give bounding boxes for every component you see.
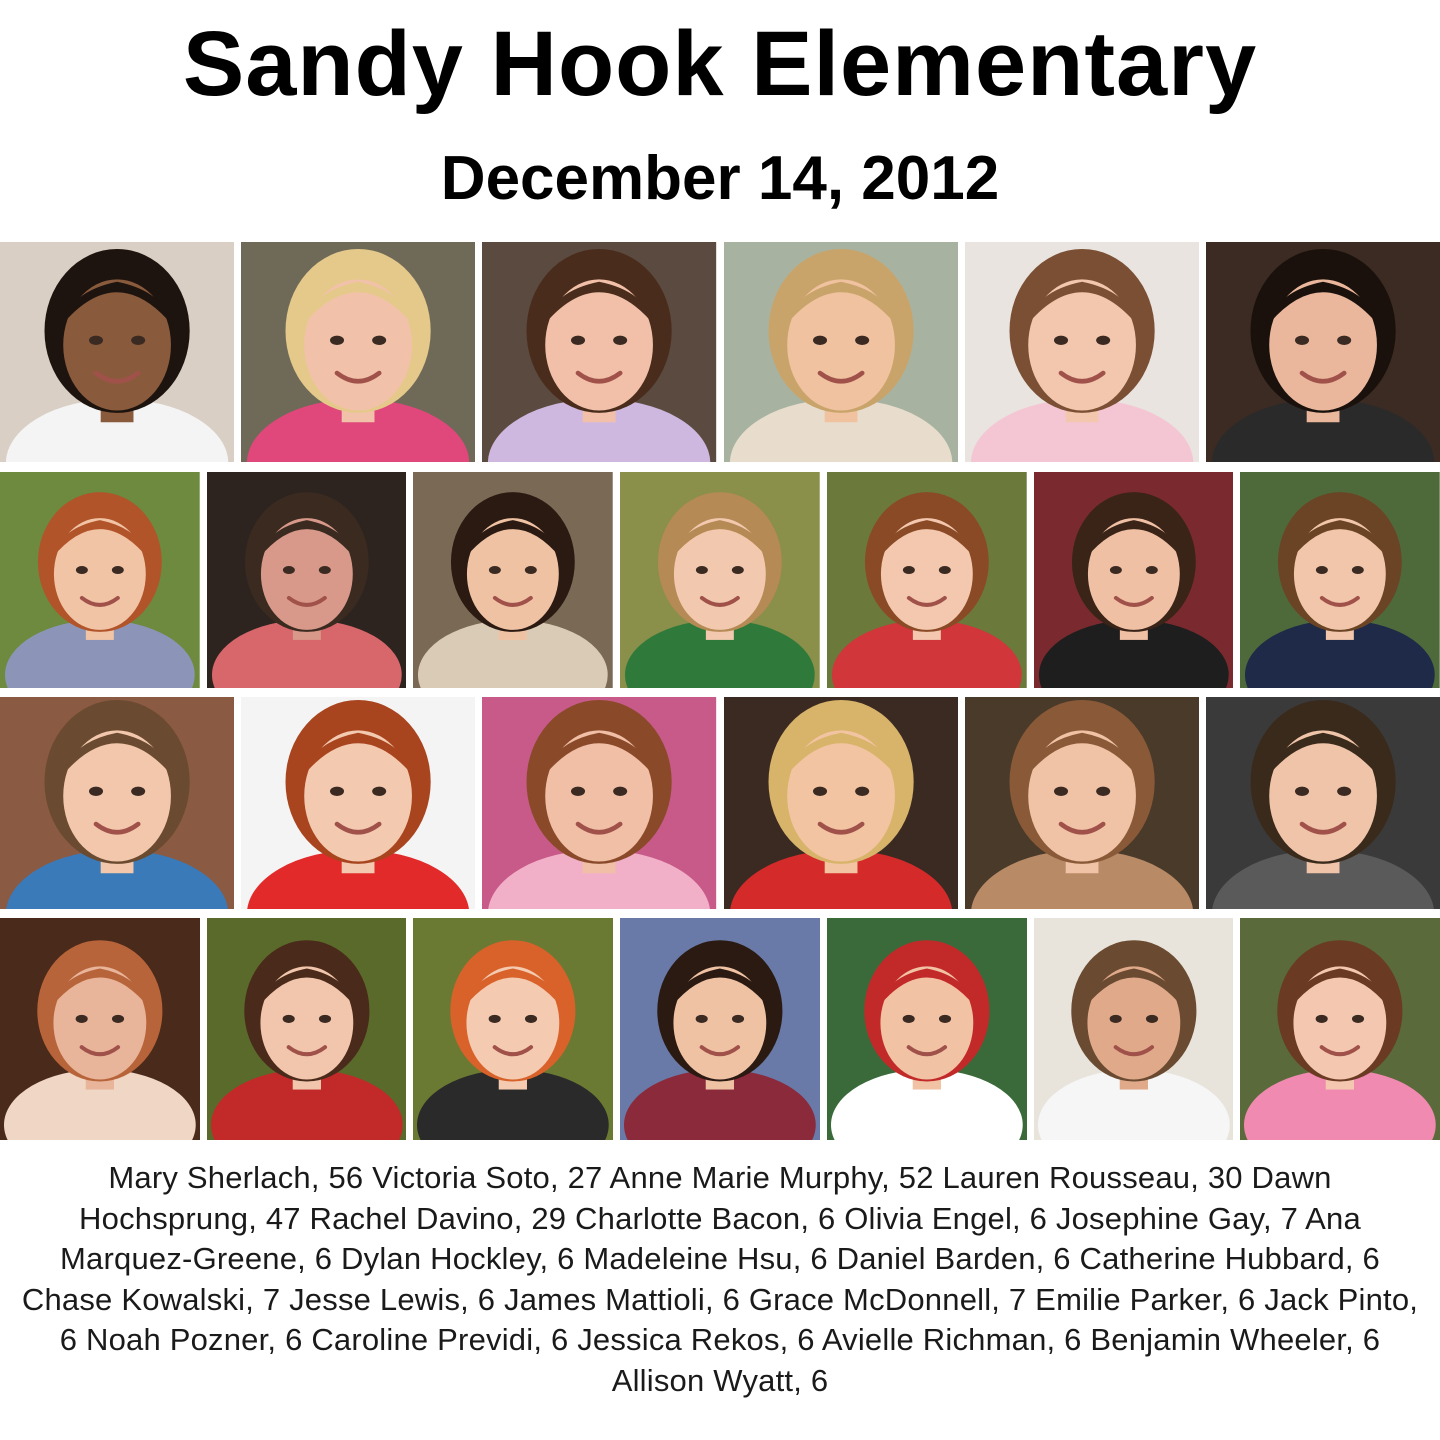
portrait-row — [0, 242, 1440, 462]
portrait-photo — [724, 697, 958, 909]
portrait-photo — [482, 697, 716, 909]
portrait-photo — [0, 697, 234, 909]
portrait-photo — [1206, 242, 1440, 462]
portrait-photo — [207, 472, 407, 688]
portrait-photo — [1206, 697, 1440, 909]
portrait-photo — [1240, 918, 1440, 1140]
portrait-collage — [0, 242, 1440, 1142]
portrait-photo — [620, 918, 820, 1140]
portrait-row — [0, 697, 1440, 909]
portrait-photo — [965, 242, 1199, 462]
page-title: Sandy Hook Elementary — [182, 13, 1258, 115]
portrait-photo — [0, 242, 234, 462]
portrait-row — [0, 472, 1440, 688]
memorial-date: December 14, 2012 — [440, 144, 1000, 213]
portrait-photo — [241, 697, 475, 909]
portrait-photo — [827, 918, 1027, 1140]
portrait-photo — [1034, 918, 1234, 1140]
portrait-photo — [0, 918, 200, 1140]
portrait-photo — [1034, 472, 1234, 688]
victims-list: Mary Sherlach, 56 Victoria Soto, 27 Anne Marie Murphy, 52 Lauren Rousseau, 30 Dawn Hochsprung, 47 Rachel Davino, 29 Charlotte Bacon, 6 Olivia Engel, 6 Josephine Gay, 7 Ana Marquez-Greene, 6 Dylan Hockley, 6 Madeleine Hsu, 6 Daniel Barden, 6 Catherine Hubbard, 6 Chase Kowalski, 7 Jesse Lewis, 6 James Mattioli, 6 Grace McDonnell, 7 Emilie Parker, 6 Jack Pinto, 6 Noah Pozner, 6 Caroline Previdi, 6 Jessica Rekos, 6 Avielle Richman, 6 Benjamin Wheeler, 6 Allison Wyatt, 6 — [21, 1160, 1419, 1398]
portrait-photo — [0, 472, 200, 688]
portrait-photo — [827, 472, 1027, 688]
portrait-photo — [965, 697, 1199, 909]
portrait-row — [0, 918, 1440, 1140]
portrait-photo — [1240, 472, 1440, 688]
portrait-photo — [482, 242, 716, 462]
portrait-photo — [620, 472, 820, 688]
portrait-photo — [413, 918, 613, 1140]
portrait-photo — [241, 242, 475, 462]
portrait-photo — [413, 472, 613, 688]
portrait-photo — [724, 242, 958, 462]
portrait-photo — [207, 918, 407, 1140]
